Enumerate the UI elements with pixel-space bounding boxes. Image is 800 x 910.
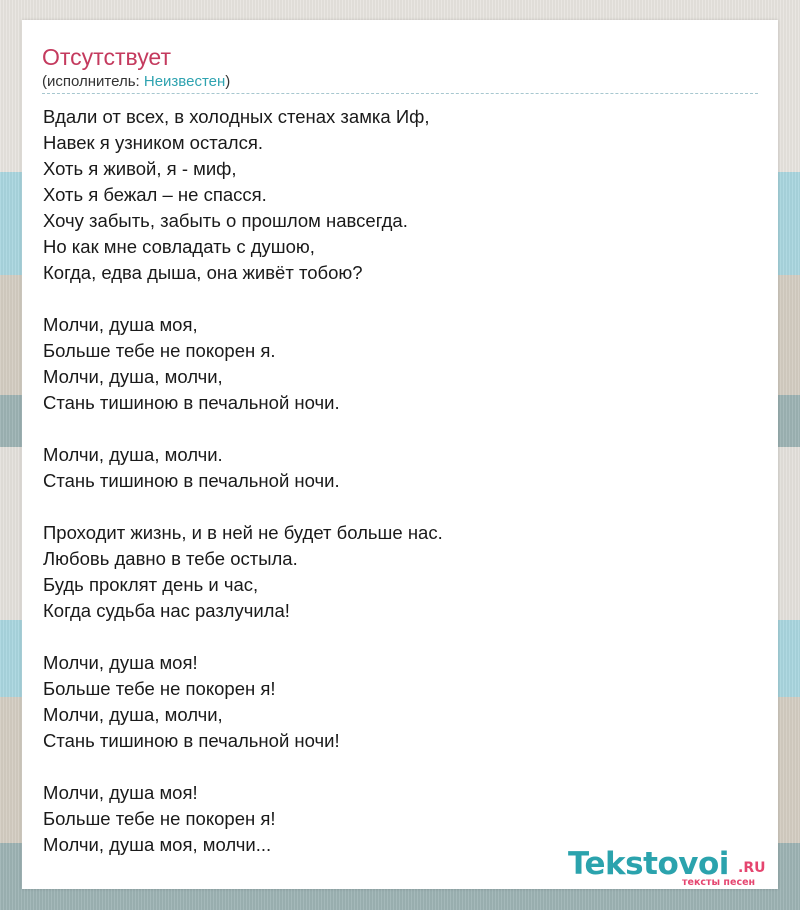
lyric-line: Будь проклят день и час,: [43, 574, 259, 595]
lyric-line: Стань тишиною в печальной ночи!: [43, 730, 340, 751]
artist-prefix: (исполнитель:: [42, 73, 144, 90]
lyric-line: Стань тишиною в печальной ночи.: [43, 392, 340, 413]
artist-link[interactable]: Неизвестен: [143, 73, 226, 90]
lyric-line: Молчи, душа, молчи,: [43, 366, 223, 387]
lyric-line: Больше тебе не покорен я!: [43, 808, 276, 829]
stanza-break: [43, 416, 743, 442]
stanza-break: [43, 754, 743, 780]
lyric-line: Больше тебе не покорен я.: [43, 340, 276, 361]
lyric-line: Молчи, душа моя!: [43, 652, 198, 673]
artist-suffix: ): [225, 73, 231, 90]
lyric-line: Молчи, душа, молчи,: [43, 704, 223, 725]
lyric-line: Молчи, душа моя,: [43, 314, 198, 335]
lyric-line: Хоть я бежал – не спасся.: [43, 184, 267, 205]
stanza-break: [43, 494, 743, 520]
lyric-line: Молчи, душа моя!: [43, 782, 198, 803]
lyric-line: Когда, едва дыша, она живёт тобою?: [43, 262, 363, 283]
lyric-line: Молчи, душа, молчи.: [43, 444, 223, 465]
artist-line: [42, 73, 230, 91]
lyric-line: Молчи, душа моя, молчи...: [43, 834, 272, 855]
logo-tagline: тексты песен: [682, 877, 756, 888]
stanza-break: [43, 286, 743, 312]
lyric-line: Стань тишиною в печальной ночи.: [43, 470, 340, 491]
lyric-line: Вдали от всех, в холодных стенах замка Иф,: [43, 106, 430, 127]
lyric-line: Любовь давно в тебе остыла.: [43, 548, 298, 569]
lyric-line: Больше тебе не покорен я!: [43, 678, 276, 699]
tekstovoi-logo[interactable]: [568, 846, 778, 892]
song-title: Отсутствует: [42, 44, 171, 70]
lyric-line: Проходит жизнь, и в ней не будет больше нас.: [43, 522, 443, 543]
lyric-line: Хочу забыть, забыть о прошлом навсегда.: [43, 210, 408, 231]
title-divider: [42, 93, 758, 94]
logo-wordmark: Tekstovoi: [568, 846, 729, 882]
lyrics-text: [43, 104, 743, 858]
lyric-line: Навек я узником остался.: [43, 132, 263, 153]
lyrics-card: [22, 20, 778, 889]
lyric-line: Когда судьба нас разлучила!: [43, 600, 290, 621]
lyric-line: Но как мне совладать с душою,: [43, 236, 315, 257]
lyric-line: Хоть я живой, я - миф,: [43, 158, 237, 179]
stanza-break: [43, 624, 743, 650]
logo-domain: .RU: [738, 860, 766, 876]
